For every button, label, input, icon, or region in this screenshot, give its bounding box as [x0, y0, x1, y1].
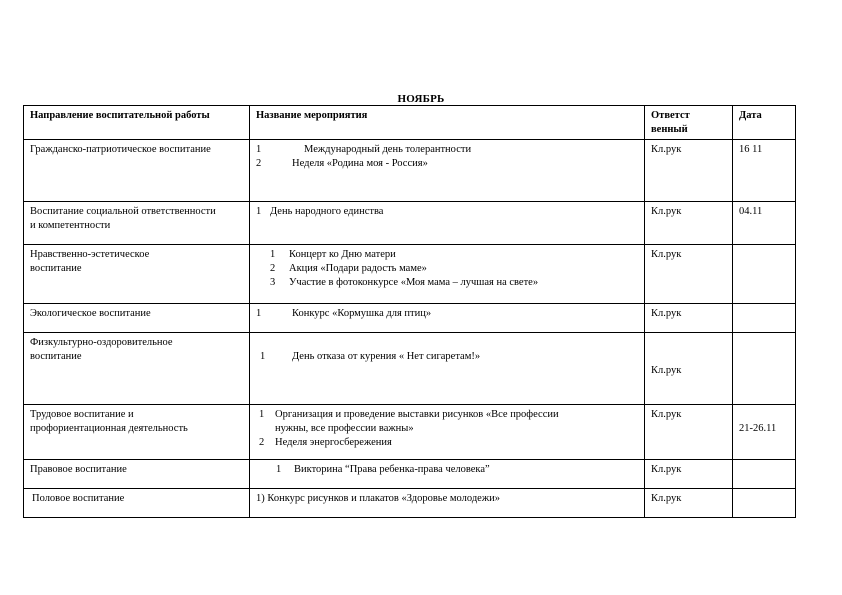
event-text: Конкурс «Кормушка для птиц»	[292, 308, 432, 319]
date-cell	[733, 460, 796, 489]
direction-line: воспитание	[30, 263, 82, 274]
header-direction: Направление воспитательной работы	[24, 106, 250, 140]
direction-line: и компетентности	[30, 220, 111, 231]
responsible-cell: Кл.рук	[645, 405, 733, 460]
event-number: 1	[270, 249, 276, 260]
event-number: 1	[276, 464, 282, 475]
table-row	[24, 333, 796, 405]
events-cell	[250, 333, 645, 405]
direction-line: Правовое воспитание	[30, 464, 127, 475]
direction-cell	[24, 333, 250, 405]
event-item	[256, 336, 639, 364]
page-title: НОЯБРЬ	[397, 93, 445, 105]
events-cell	[250, 140, 645, 202]
event-text: Неделя энергосбережения	[275, 437, 392, 448]
table-row	[24, 202, 796, 245]
events-cell	[250, 202, 645, 245]
events-cell	[250, 460, 645, 489]
event-number: 1	[260, 351, 266, 362]
responsible-cell: Кл.рук	[645, 140, 733, 202]
direction-cell	[24, 405, 250, 460]
event-number: 3	[270, 277, 276, 288]
date-cell	[733, 304, 796, 333]
event-item	[256, 205, 639, 219]
direction-cell	[24, 304, 250, 333]
table-row	[24, 304, 796, 333]
direction-cell	[24, 202, 250, 245]
table-row	[24, 489, 796, 518]
responsible-cell: Кл.рук	[645, 245, 733, 304]
direction-cell	[24, 489, 250, 518]
event-text: День народного единства	[270, 206, 384, 217]
direction-line: Нравственно-эстетическое	[30, 249, 150, 260]
event-item	[256, 157, 639, 171]
event-item	[256, 408, 639, 422]
direction-line: Половое воспитание	[32, 493, 125, 504]
event-number: 1	[259, 409, 265, 420]
event-item	[256, 143, 639, 157]
direction-cell	[24, 460, 250, 489]
event-number: 2	[259, 437, 265, 448]
table-row	[24, 245, 796, 304]
direction-line: Физкультурно-оздоровительное	[30, 337, 173, 348]
responsible-cell: Кл.рук	[645, 304, 733, 333]
events-cell	[250, 245, 645, 304]
header-event: Название мероприятия	[250, 106, 645, 140]
event-text: Организация и проведение выставки рисунков «Все профессии	[275, 409, 559, 420]
event-text: Международный день толерантности	[304, 144, 472, 155]
event-item	[256, 307, 639, 321]
date-text: 21-26.11	[739, 423, 777, 434]
responsible-cell: Кл.рук	[645, 460, 733, 489]
event-number: 2	[270, 263, 276, 274]
event-item	[256, 463, 639, 477]
date-cell: 16 11	[733, 140, 796, 202]
table-header-row	[24, 106, 796, 140]
direction-line: Экологическое воспитание	[30, 308, 151, 319]
event-number: 2	[256, 158, 262, 169]
events-cell	[250, 405, 645, 460]
event-text: Викторина “Права ребенка-права человека”	[294, 464, 490, 475]
event-text: 1) Конкурс рисунков и плакатов «Здоровье молодежи»	[256, 493, 500, 504]
table-row	[24, 460, 796, 489]
events-cell	[250, 304, 645, 333]
responsible-text: Кл.рук	[651, 365, 682, 376]
direction-cell	[24, 140, 250, 202]
date-cell	[733, 245, 796, 304]
event-text: Участие в фотоконкурсе «Моя мама – лучшая на свете»	[289, 277, 539, 288]
event-text: Акция «Подари радость маме»	[289, 263, 427, 274]
event-number: 1	[256, 206, 262, 217]
header-responsible-line2: венный	[651, 124, 688, 135]
direction-line: Трудовое воспитание и	[30, 409, 134, 420]
responsible-cell: Кл.рук	[645, 489, 733, 518]
table-row	[24, 140, 796, 202]
header-responsible	[645, 106, 733, 140]
direction-line: Воспитание социальной ответственности	[30, 206, 216, 217]
event-item	[256, 248, 639, 262]
date-cell	[733, 489, 796, 518]
event-item	[256, 262, 639, 276]
responsible-cell	[645, 333, 733, 405]
event-text: Неделя «Родина моя - Россия»	[292, 158, 428, 169]
header-date: Дата	[733, 106, 796, 140]
direction-cell	[24, 245, 250, 304]
events-cell	[250, 489, 645, 518]
table-row	[24, 405, 796, 460]
event-text: День отказа от курения « Нет сигаретам!»	[292, 351, 481, 362]
date-cell: 04.11	[733, 202, 796, 245]
events-table	[23, 105, 796, 518]
event-item	[256, 276, 639, 290]
date-cell	[733, 405, 796, 460]
direction-line: Гражданско-патриотическое воспитание	[30, 144, 211, 155]
event-text: Концерт ко Дню матери	[289, 249, 396, 260]
event-text-continuation: нужны, все профессии важны»	[275, 423, 414, 434]
event-item	[256, 436, 639, 450]
date-cell	[733, 333, 796, 405]
direction-line: профориентационная деятельность	[30, 423, 188, 434]
event-number: 1	[256, 308, 262, 319]
event-number: 1	[256, 144, 262, 155]
header-responsible-line1: Ответст	[651, 110, 690, 121]
responsible-cell: Кл.рук	[645, 202, 733, 245]
direction-line: воспитание	[30, 351, 82, 362]
